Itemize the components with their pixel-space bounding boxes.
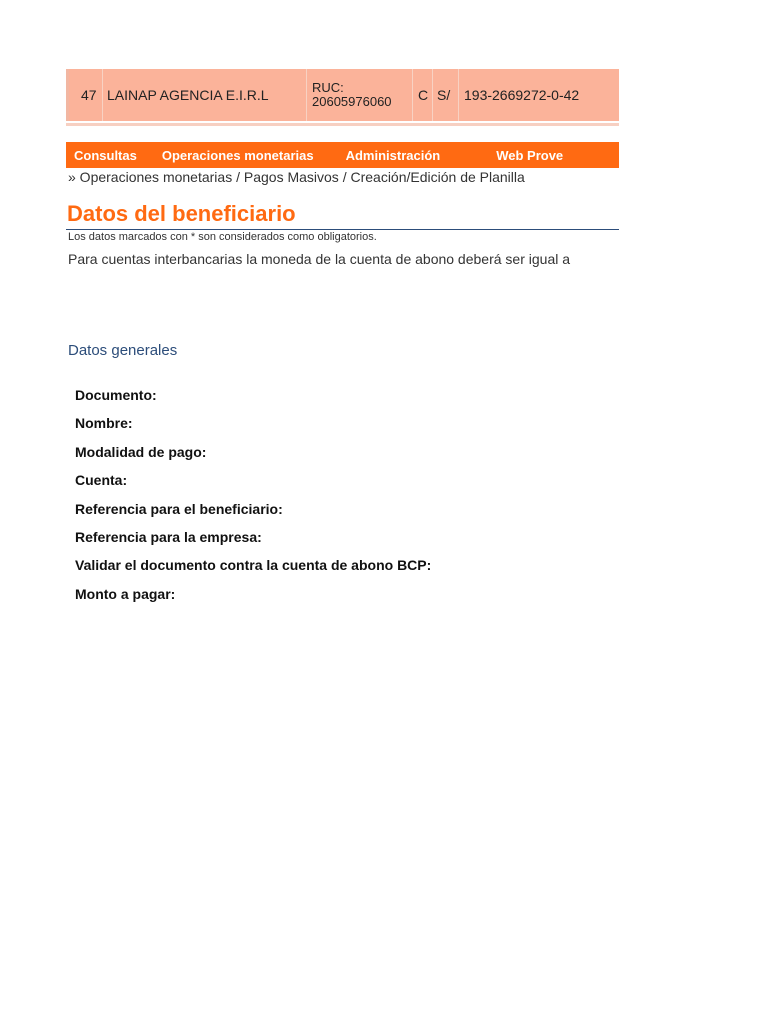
field-label-cuenta: Cuenta: [75, 472, 128, 489]
currency: S/ [433, 69, 459, 121]
field-label-validar-documento: Validar el documento contra la cuenta de abono BCP: [75, 557, 432, 574]
field-label-modalidad-pago: Modalidad de pago: [75, 443, 207, 460]
required-fields-note: Los datos marcados con * son considerados como obligatorios. [68, 231, 377, 243]
field-label-referencia-empresa: Referencia para la empresa: [75, 528, 262, 545]
page-title: Datos del beneficiario [67, 201, 296, 226]
nav-item-web-proveedores[interactable]: Web Prove [496, 147, 564, 163]
nav-item-administracion[interactable]: Administración [345, 147, 441, 163]
nav-item-operaciones-monetarias[interactable]: Operaciones monetarias [161, 147, 314, 163]
breadcrumb: » Operaciones monetarias / Pagos Masivos / Creación/Edición de Planilla [68, 169, 525, 185]
section-title-datos-generales: Datos generales [68, 342, 178, 359]
ruc-label: RUC: [312, 80, 344, 95]
field-label-monto-pagar: Monto a pagar: [75, 585, 176, 602]
ruc-value: 20605976060 [312, 94, 392, 109]
field-label-documento: Documento: [75, 387, 157, 403]
ruc-cell [307, 69, 413, 121]
nav-item-consultas[interactable]: Consultas [74, 147, 137, 163]
account-type: C [413, 69, 433, 121]
row-divider [66, 123, 619, 126]
main-nav [66, 142, 619, 168]
interbank-info-text: Para cuentas interbancarias la moneda de la cuenta de abono deberá ser igual a [68, 251, 571, 267]
general-data-fields [75, 387, 431, 614]
account-number: 193-2669272-0-42 [464, 87, 580, 103]
beneficiary-summary-row[interactable] [66, 69, 619, 121]
title-divider [66, 229, 619, 230]
field-label-nombre: Nombre: [75, 415, 133, 432]
field-label-referencia-beneficiario: Referencia para el beneficiario: [75, 500, 283, 517]
company-name: LAINAP AGENCIA E.I.R.L [103, 69, 307, 121]
row-number: 47 [69, 69, 103, 121]
